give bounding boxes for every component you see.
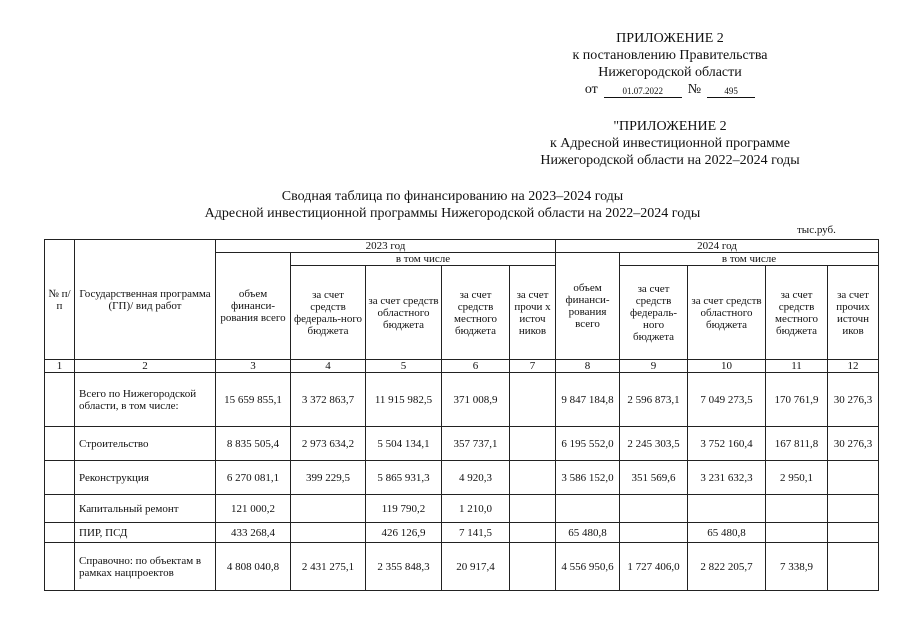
cell: 3 752 160,4 xyxy=(688,427,766,461)
cell: 6 270 081,1 xyxy=(216,461,291,495)
cell: 2 822 205,7 xyxy=(688,543,766,591)
col-number: 2 xyxy=(75,360,216,373)
cell: 5 504 134,1 xyxy=(366,427,442,461)
cell xyxy=(510,523,556,543)
col-regional-2023-header: за счет средств областного бюджета xyxy=(366,266,442,360)
cell xyxy=(510,373,556,427)
row-name: Капитальный ремонт xyxy=(75,495,216,523)
cell: 1 727 406,0 xyxy=(620,543,688,591)
col-number: 7 xyxy=(510,360,556,373)
cell: 2 431 275,1 xyxy=(291,543,366,591)
cell: 2 596 873,1 xyxy=(620,373,688,427)
col-program-header: Государственная программа (ГП)/ вид работ xyxy=(75,240,216,360)
cell xyxy=(291,523,366,543)
cell xyxy=(510,543,556,591)
cell: 433 268,4 xyxy=(216,523,291,543)
col-number: 12 xyxy=(828,360,879,373)
cell: 3 231 632,3 xyxy=(688,461,766,495)
cell xyxy=(510,427,556,461)
table-row-reconstruction xyxy=(45,461,879,495)
row-name: ПИР, ПСД xyxy=(75,523,216,543)
cell: 7 338,9 xyxy=(766,543,828,591)
cell xyxy=(291,495,366,523)
table-row-national-projects xyxy=(45,543,879,591)
col-num-header: № п/ п xyxy=(45,240,75,360)
col-number: 11 xyxy=(766,360,828,373)
program-appendix-line-1: к Адресной инвестиционной программе xyxy=(549,136,791,151)
col-local-2024-header: за счет средств местного бюджета xyxy=(766,266,828,360)
cell xyxy=(620,523,688,543)
decree-date: 01.07.2022 xyxy=(604,86,682,98)
cell: 7 049 273,5 xyxy=(688,373,766,427)
cell: 3 372 863,7 xyxy=(291,373,366,427)
cell xyxy=(828,543,879,591)
cell: 5 865 931,3 xyxy=(366,461,442,495)
col-total-2023-header: объем финанси-рования всего xyxy=(216,253,291,360)
col-total-2024-header: объем финанси-рования всего xyxy=(556,253,620,360)
document-title-line-2: Адресной инвестиционной программы Нижегородской области на 2022–2024 годы xyxy=(204,206,701,221)
cell: 65 480,8 xyxy=(688,523,766,543)
cell: 399 229,5 xyxy=(291,461,366,495)
cell: 2 245 303,5 xyxy=(620,427,688,461)
header-row-years xyxy=(45,240,879,253)
units-label: тыс.руб. xyxy=(797,224,836,236)
cell: 351 569,6 xyxy=(620,461,688,495)
cell xyxy=(510,461,556,495)
cell: 8 835 505,4 xyxy=(216,427,291,461)
cell xyxy=(828,523,879,543)
col-number: 1 xyxy=(45,360,75,373)
row-num xyxy=(45,427,75,461)
cell: 3 586 152,0 xyxy=(556,461,620,495)
cell xyxy=(556,495,620,523)
row-name: Справочно: по объектам в рамках нацпроектов xyxy=(75,543,216,591)
row-name: Реконструкция xyxy=(75,461,216,495)
cell: 30 276,3 xyxy=(828,373,879,427)
document-title-line-1: Сводная таблица по финансированию на 2023–2024 годы xyxy=(281,189,624,204)
col-other-2023-header: за счет прочи х источ ников xyxy=(510,266,556,360)
appendix-title: ПРИЛОЖЕНИЕ 2 xyxy=(616,31,724,46)
cell: 20 917,4 xyxy=(442,543,510,591)
col-number: 4 xyxy=(291,360,366,373)
year-2023-header: 2023 год xyxy=(216,240,556,253)
cell: 7 141,5 xyxy=(442,523,510,543)
year-2024-header: 2024 год xyxy=(556,240,879,253)
from-label: от xyxy=(584,82,598,97)
cell: 2 355 848,3 xyxy=(366,543,442,591)
cell: 4 808 040,8 xyxy=(216,543,291,591)
row-num xyxy=(45,523,75,543)
column-numbers-row xyxy=(45,360,879,373)
cell xyxy=(688,495,766,523)
cell: 9 847 184,8 xyxy=(556,373,620,427)
appendix-line-1: к постановлению Правительства xyxy=(572,48,768,63)
cell: 2 973 634,2 xyxy=(291,427,366,461)
table-row-capital-repair xyxy=(45,495,879,523)
cell: 4 556 950,6 xyxy=(556,543,620,591)
cell: 371 008,9 xyxy=(442,373,510,427)
cell: 6 195 552,0 xyxy=(556,427,620,461)
cell: 1 210,0 xyxy=(442,495,510,523)
cell: 2 950,1 xyxy=(766,461,828,495)
including-2024-header: в том числе xyxy=(620,253,879,266)
col-number: 5 xyxy=(366,360,442,373)
row-num xyxy=(45,543,75,591)
col-number: 10 xyxy=(688,360,766,373)
number-label: № xyxy=(687,82,702,97)
program-appendix-header xyxy=(505,118,835,169)
col-number: 8 xyxy=(556,360,620,373)
row-num xyxy=(45,495,75,523)
col-number: 6 xyxy=(442,360,510,373)
cell: 357 737,1 xyxy=(442,427,510,461)
row-num xyxy=(45,461,75,495)
decree-date-number xyxy=(520,81,820,98)
cell: 65 480,8 xyxy=(556,523,620,543)
including-2023-header: в том числе xyxy=(291,253,556,266)
cell xyxy=(766,523,828,543)
cell xyxy=(828,461,879,495)
col-number: 3 xyxy=(216,360,291,373)
cell: 11 915 982,5 xyxy=(366,373,442,427)
decree-number: 495 xyxy=(707,86,755,98)
cell: 426 126,9 xyxy=(366,523,442,543)
table-row-total xyxy=(45,373,879,427)
cell: 121 000,2 xyxy=(216,495,291,523)
cell: 15 659 855,1 xyxy=(216,373,291,427)
col-federal-2023-header: за счет средств федераль-ного бюджета xyxy=(291,266,366,360)
cell: 4 920,3 xyxy=(442,461,510,495)
program-appendix-title: "ПРИЛОЖЕНИЕ 2 xyxy=(613,119,727,134)
appendix-line-2: Нижегородской области xyxy=(598,65,742,80)
appendix-header xyxy=(520,30,820,98)
table-row-design-works xyxy=(45,523,879,543)
cell xyxy=(828,495,879,523)
row-name: Всего по Нижегородской области, в том числе: xyxy=(75,373,216,427)
col-federal-2024-header: за счет средств федераль-ного бюджета xyxy=(620,266,688,360)
col-local-2023-header: за счет средств местного бюджета xyxy=(442,266,510,360)
cell: 167 811,8 xyxy=(766,427,828,461)
program-appendix-line-2: Нижегородской области на 2022–2024 годы xyxy=(540,153,800,168)
row-num xyxy=(45,373,75,427)
cell: 119 790,2 xyxy=(366,495,442,523)
col-number: 9 xyxy=(620,360,688,373)
cell: 30 276,3 xyxy=(828,427,879,461)
financing-table xyxy=(44,239,879,591)
document-title xyxy=(0,188,905,222)
cell: 170 761,9 xyxy=(766,373,828,427)
cell xyxy=(620,495,688,523)
row-name: Строительство xyxy=(75,427,216,461)
col-other-2024-header: за счет прочих источн иков xyxy=(828,266,879,360)
cell xyxy=(766,495,828,523)
col-regional-2024-header: за счет средств областного бюджета xyxy=(688,266,766,360)
table-row-construction xyxy=(45,427,879,461)
cell xyxy=(510,495,556,523)
